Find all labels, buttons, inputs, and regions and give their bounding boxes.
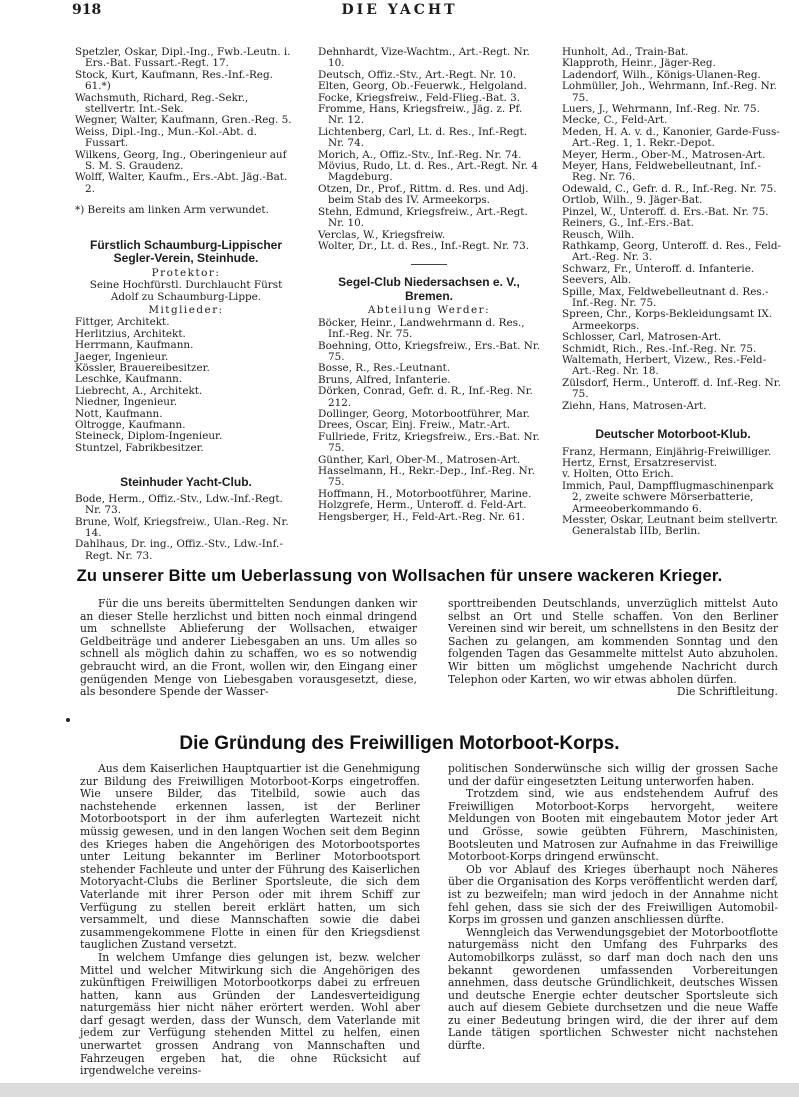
list-item: Fittger, Architekt. [75,316,170,329]
list-item: Lichtenberg, Carl, Lt. d. Res., Inf.-Regt. Nr. 74. [318,125,528,150]
list-item: Wegner, Walter, Kaufmann, Gren.-Reg. 5. [75,114,292,127]
list-item: Seevers, Alb. [562,274,632,287]
appeal-heading: Zu unserer Bitte um Ueberlassung von Wollsachen für unsere wackeren Krieger. [76,567,723,585]
list-item: Günther, Karl, Ober-M., Matrosen-Art. [318,453,521,466]
member-list [75,47,297,195]
club-title: Deutscher Motorboot-Klub. [595,427,751,441]
list-item: Nott, Kaufmann. [75,407,163,420]
list-item: Odewald, C., Gefr. d. R., Inf.-Reg. Nr. 75. [562,182,777,195]
list-item: Dehnhardt, Vize-Wachtm., Art.-Regt. Nr. 10. [318,46,530,70]
page-header [0,0,799,22]
list-item: Deutsch, Offiz.-Stv., Art.-Regt. Nr. 10. [318,68,517,81]
list-item: Meden, H. A. v. d., Kanonier, Garde-Fuss-Art.-Reg. 1, 1. Rekr.-Depot. [562,125,780,150]
paragraph: politischen Sonderwünsche sich willig der grossen Sache und der dafür eingesetzten Leitung unterworfen haben. [448,762,778,788]
list-item: Lohmüller, Joh., Wehrmann, Inf.-Reg. Nr. 75. [562,80,777,104]
list-item: v. Holten, Otto Erich. [562,468,674,481]
list-item: Mecke, C., Feld-Art. [562,114,668,127]
list-item: Reiners, G., Inf.-Ers.-Bat. [562,217,694,230]
list-item: Waltemath, Herbert, Vizew., Res.-Feld-Art.-Reg. Nr. 18. [562,353,767,378]
list-item: Reusch, Wilh. [562,228,635,241]
list-item: Hertz, Ernst, Ersatzreservist. [562,456,718,469]
list-item: Steineck, Diplom-Ingenieur. [75,430,223,443]
list-item: Herrmann, Kaufmann. [75,339,194,352]
list-item: Klapproth, Heinr., Jäger-Reg. [562,57,716,70]
list-item: Hoffmann, H., Motorbootführer, Marine. [318,487,532,500]
list-item: Hasselmann, H., Rekr.-Dep., Inf.-Reg. Nr. 75. [318,465,535,489]
paragraph: sporttreibenden Deutschlands, unverzüglich mittelst Auto selbst an Ort und Stelle schaffen. Von den Berliner Vereinen sind wir bereit, um schnellstens in den Besitz der Sachen zu gelangen, am kommenden Sonntag und den folgenden Tagen das Gesammelte mittelst Auto abzuholen. Wir bitten um möglichst umgehende Nachricht durch Telephon oder Karten, wo wir etwas abholen dürfen. [448,597,778,686]
article-text-right [448,763,778,1053]
paragraph: Ob vor Ablauf des Krieges überhaupt noch Näheres über die Organisation des Korps veröffentlicht werden darf, ist zu bezweifeln; man wird jedoch in der Annahme nicht fehl gehen, dass sie sich der des Freiwilligen Automobil-Korps im grossen und ganzen anschliessen dürfte. [448,862,778,927]
paragraph: Für die uns bereits übermittelten Sendungen danken wir an dieser Stelle herzlichst und bitten noch einmal dringend um schnellste Ablieferung der Wollsachen, etwaiger Geldbeiträge und anderer Liebesgaben an uns. Um alles so schnell als möglich dahin zu schaffen, wo es so notwendig gebraucht wird, an die Front, wollen wir, den Eingang einer genügenden Menge von Liebesgaben vorausgesetzt, diese, als besondere Spende der Wasser- [80,597,417,699]
list-item: Brune, Wolf, Kriegsfreiw., Ulan.-Reg. Nr. 14. [75,515,289,539]
list-item: Hengsberger, H., Feld-Art.-Reg. Nr. 61. [318,510,525,523]
list-item: Wolter, Dr., Lt. d. Res., Inf.-Regt. Nr. 73. [318,239,530,252]
column-left [75,47,297,562]
paragraph: In welchem Umfange dies gelungen ist, bezw. welcher Mittel und welcher Mitwirkung sich die Angehörigen des zukünftigen Freiwilligen Motorbootkorps dabei zu erfreuen hatten, kann aus Gründen der Landesverteidigung naturgemäss hier nicht näher erörtert werden. Wohl aber darf gesagt werden, dass der Wunsch, dem Vaterlande mit jedem zur Verfügung stehenden Mittel zu helfen, einen unerwartet grossen Andrang von Mannschaften und Fahrzeugen ergeben hat, die ohne Rücksicht auf irgendwelche vereins- [80,950,420,1078]
list-item: Holzgrefe, Herm., Unteroff. d. Feld-Art. [318,499,527,512]
list-item: Spreen, Chr., Korps-Bekleidungsamt IX. Armeekorps. [562,308,773,332]
list-item: Wolff, Walter, Kaufm., Ers.-Abt. Jäg.-Bat. 2. [75,171,288,195]
page-edge [0,1083,799,1097]
list-item: Bode, Herm., Offiz.-Stv., Ldw.-Inf.-Regt. Nr. 73. [75,492,283,517]
paragraph: Aus dem Kaiserlichen Hauptquartier ist die Genehmigung zur Bildung des Freiwilligen Motorboot-Korps eingetroffen. Wie unsere Bilder, das Titelbild, sowie auch das nachstehende erkennen lassen, ist der Berliner Motorbootsport in der ihm auferlegten Wartezeit nicht müssig gewesen, und in den langen Wochen seit dem Beginn des Krieges haben die Angehörigen des Motorbootsportes unter Leitung bekannter im Berliner Motorbootsport stehender Fachleute und unter der Führung des Kaiserlichen Motoryacht-Clubs die Berliner Sportsleute, die sich dem Vaterlande mit ihrer Person oder mit ihrem Schiff zur Verfügung zu stellen bereit erklärt hatten, um sich versammelt, und diese Mannschaften sowie die dabei zusammengekommene Flotte in einen für den Kriegsdienst tauglichen Zustand versetzt. [80,762,420,952]
list-item: Dahlhaus, Dr. ing., Offiz.-Stv., Ldw.-Inf.-Regt. Nr. 73. [75,538,283,562]
divider [411,264,447,265]
list-item: Fromme, Hans, Kriegsfreiw., Jäg. z. Pf. Nr. 12. [318,103,523,127]
member-list [75,317,297,454]
list-item: Rathkamp, Georg, Unteroff. d. Res., Feld-Art.-Reg. Nr. 3. [562,239,782,264]
list-item: Böcker, Heinr., Landwehrmann d. Res., Inf.-Reg. Nr. 75. [318,316,525,341]
list-item: Stehn, Edmund, Kriegsfreiw., Art.-Regt. Nr. 10. [318,205,528,230]
club-title: Steinhuder Yacht-Club. [120,475,252,490]
member-list [75,494,297,562]
list-item: Jaeger, Ingenieur. [75,350,169,363]
article-text-left [80,763,420,1078]
member-list [318,318,540,523]
list-item: Spille, Max, Feldwebelleutnant d. Res.-Inf.-Reg. Nr. 75. [562,285,769,309]
list-item: Kössler, Brauereibesitzer. [75,361,210,374]
list-item: Focke, Kriegsfreiw., Feld-Flieg.-Bat. 3. [318,91,521,104]
list-item: Immich, Paul, Dampfflugmaschinenpark 2, zweite schwere Mörserbatterie, Armeeoberkommando 6. [562,479,774,515]
list-item: Elten, Georg, Ob.-Feuerwk., Helgoland. [318,80,527,93]
list-item: Leschke, Kaufmann. [75,373,183,386]
list-item: Schmidt, Rich., Res.-Inf.-Reg. Nr. 75. [562,342,757,355]
signature: Die Schriftleitung. [676,685,778,699]
section-label: Abteilung Werder: [367,304,491,317]
list-item: Liebrecht, A., Architekt. [75,384,203,397]
list-item: Weiss, Dipl.-Ing., Mun.-Kol.-Abt. d. Fussart. [75,125,257,150]
member-list [562,447,784,538]
list-item: Otzen, Dr., Prof., Rittm. d. Res. und Adj. beim Stab des IV. Armeekorps. [318,182,529,207]
column-right [562,47,784,538]
paragraph: Wenngleich das Verwendungsgebiet der Motorbootflotte naturgemäss nicht den Umfang des Fuhrparks des Automobilkorps zulässt, so darf man doch nach den uns bekannt gewordenen umfassenden Vorbereitungen annehmen, dass deutsche Gründlichkeit, deutsches Wissen und deutsche Energie echter deutscher Sportsleute sich auch auf diesem Gebiete durchsetzen und die neue Waffe zu einer Bedeutung bringen wird, die der ihrer auf dem Lande tätigen sportlichen Schwester nicht nachstehen dürfte. [448,925,778,1053]
list-item: Franz, Hermann, Einjährig-Freiwilliger. [562,445,772,458]
section-label: Mitglieder: [148,303,224,316]
paragraph: Trotzdem sind, wie aus endstehendem Aufruf des Freiwilligen Motorboot-Korps hervorgeht, weitere Meldungen von Booten mit eingebautem Motor jeder Art und Grösse, sowie geübten Führern, Maschinisten, Bootsleuten und Matrosen zur Aufnahme in das Freiwillige Motorboot-Korps dringend erwünscht. [448,787,778,864]
list-item: Meyer, Herm., Ober-M., Matrosen-Art. [562,148,766,161]
margin-mark [66,718,70,722]
list-item: Messter, Oskar, Leutnant beim stellvertr. Generalstab IIIb, Berlin. [562,513,778,538]
member-list [562,47,784,412]
list-item: Oltrogge, Kaufmann. [75,418,186,431]
list-item: Bruns, Alfred, Infanterie. [318,373,451,386]
footnote: *) Bereits am linken Arm verwundet. [75,204,269,217]
list-item: Stuntzel, Fabrikbesitzer. [75,441,204,454]
list-item: Bosse, R., Res.-Leutnant. [318,362,451,375]
column-middle [318,47,540,523]
appeal-text-right [448,598,778,699]
protektor-text: Seine Hochfürstl. Durchlaucht Fürst Adolf zu Schaumburg-Lippe. [89,279,283,303]
list-item: Mövius, Rudo, Lt. d. Res., Art.-Regt. Nr. 4 Magdeburg. [318,160,538,184]
list-item: Wachsmuth, Richard, Reg.-Sekr., stellvertr. Int.-Sek. [75,91,249,116]
list-item: Stock, Kurt, Kaufmann, Res.-Inf.-Reg. 61.*) [75,68,273,93]
list-item: Herlitzius, Architekt. [75,327,186,340]
list-item: Schlosser, Carl, Matrosen-Art. [562,331,722,344]
section-label: Protektor: [151,266,221,279]
club-title: Fürstlich Schaumburg-Lippischer Segler-Verein, Steinhude. [89,237,283,266]
list-item: Zülsdorf, Herm., Unteroff. d. Inf.-Reg. Nr. 75. [562,376,781,401]
list-item: Hunholt, Ad., Train-Bat. [562,46,689,58]
list-item: Ladendorf, Wilh., Königs-Ulanen-Reg. [562,68,761,81]
magazine-title: DIE YACHT [341,2,458,18]
list-item: Dollinger, Georg, Motorbootführer, Mar. [318,407,530,420]
list-item: Dörken, Conrad, Gefr. d. R., Inf.-Reg. Nr. 212. [318,385,533,409]
appeal-text-left [80,598,417,699]
list-item: Verclas, W., Kriegsfreiw. [318,228,446,241]
list-item: Ziehn, Hans, Matrosen-Art. [562,399,707,412]
list-item: Spetzler, Oskar, Dipl.-Ing., Fwb.-Leutn. i. Ers.-Bat. Fussart.-Regt. 17. [75,46,291,70]
list-item: Wilkens, Georg, Ing., Oberingenieur auf S. M. S. Graudenz. [75,148,287,173]
member-list [318,47,540,252]
list-item: Ortlob, Wilh., 9. Jäger-Bat. [562,194,703,207]
list-item: Pinzel, W., Unteroff. d. Ers.-Bat. Nr. 75. [562,205,769,218]
club-title: Segel-Club Niedersachsen e. V., Bremen. [338,275,520,303]
page-number: 918 [72,2,102,18]
list-item: Schwarz, Fr., Unteroff. d. Infanterie. [562,262,755,275]
list-item: Meyer, Hans, Feldwebelleutnant, Inf.-Reg. Nr. 76. [562,160,761,184]
list-item: Luers, J., Wehrmann, Inf.-Reg. Nr. 75. [562,103,760,116]
list-item: Morich, A., Offiz.-Stv., Inf.-Reg. Nr. 74. [318,148,522,161]
list-item: Niedner, Ingenieur. [75,396,178,409]
article-heading: Die Gründung des Freiwilligen Motorboot-Korps. [179,733,620,754]
list-item: Drees, Oscar, Einj. Freiw., Matr.-Art. [318,419,511,432]
list-item: Fullriede, Fritz, Kriegsfreiw., Ers.-Bat. Nr. 75. [318,430,540,455]
list-item: Boehning, Otto, Kriegsfreiw., Ers.-Bat. Nr. 75. [318,339,540,363]
